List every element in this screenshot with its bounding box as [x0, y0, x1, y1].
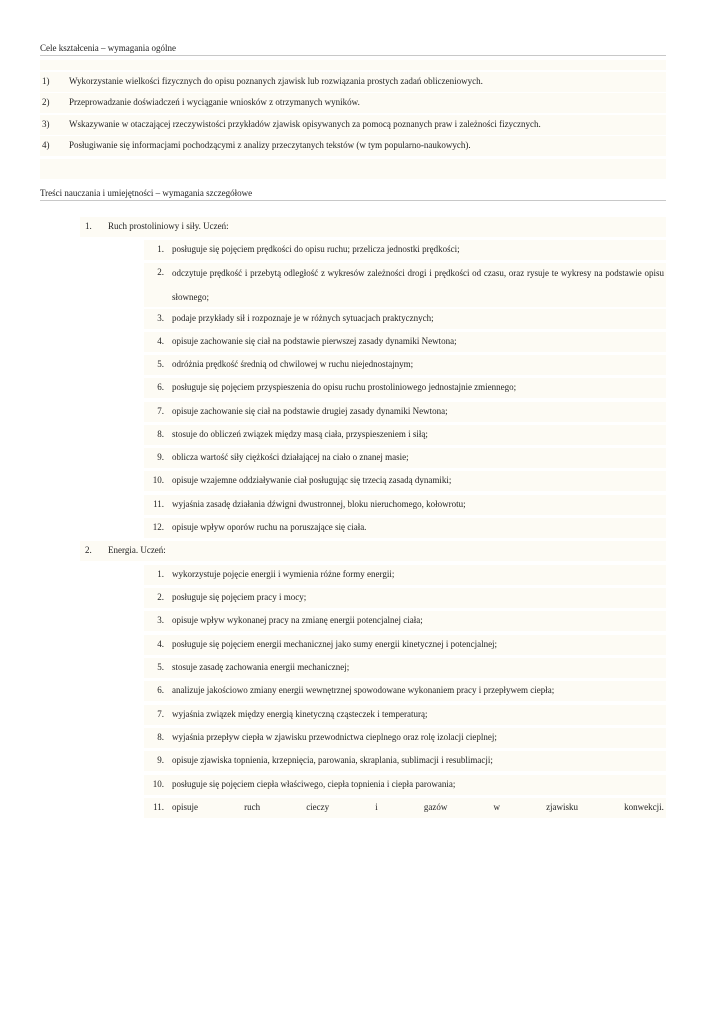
- section-title: Energia. Uczeń:: [108, 545, 166, 555]
- list-item: [144, 495, 666, 515]
- list-item: [144, 798, 666, 818]
- word: opisuje: [172, 802, 198, 812]
- list-item: [144, 635, 666, 655]
- item-text: wyjaśnia przepływ ciepła w zjawisku przewodnictwa cieplnego oraz rolę izolacji cieplnej;: [172, 732, 497, 742]
- general-item: [40, 93, 666, 113]
- section-heading: [80, 217, 666, 237]
- list-item: [144, 565, 666, 585]
- item-number: 4.: [157, 639, 164, 649]
- word: i: [375, 802, 378, 812]
- list-item: [144, 309, 666, 329]
- item-number: 4.: [157, 336, 164, 346]
- list-item: [144, 775, 666, 795]
- item-number: 1): [42, 76, 50, 86]
- item-number: 2.: [157, 267, 164, 277]
- item-text: opisuje wpływ wykonanej pracy na zmianę energii potencjalnej ciała;: [172, 615, 423, 625]
- item-number: 10.: [152, 475, 164, 485]
- item-number: 10.: [152, 779, 164, 789]
- item-text: opisuje wpływ oporów ruchu na poruszające się ciała.: [172, 522, 367, 532]
- item-number: 7.: [157, 709, 164, 719]
- item-number: 2): [42, 97, 50, 107]
- word: konwekcji.: [624, 802, 664, 812]
- list-item: [144, 332, 666, 352]
- list-item: [144, 588, 666, 608]
- list-item: [144, 751, 666, 771]
- section-number: 1.: [85, 221, 92, 231]
- item-text: posługuje się pojęciem energii mechanicznej jako sumy energii kinetycznej i potencjalnej;: [172, 639, 498, 649]
- item-text: podaje przykłady sił i rozpoznaje je w różnych sytuacjach praktycznych;: [172, 313, 434, 323]
- list-item: [144, 705, 666, 725]
- item-text: analizuje jakościowo zmiany energii wewnętrznej spowodowane wykonaniem pracy i przepływem ciepła;: [172, 685, 555, 695]
- item-text: posługuje się pojęciem ciepła właściwego, ciepła topnienia i ciepła parowania;: [172, 779, 456, 789]
- item-number: 7.: [157, 406, 164, 416]
- list-item: [144, 355, 666, 375]
- list-item: [144, 658, 666, 678]
- item-number: 6.: [157, 382, 164, 392]
- item-text: Wskazywanie w otaczającej rzeczywistości przykładów zjawisk opisywanych za pomocą poznanych praw i zależności fizycznych.: [69, 119, 541, 129]
- item-text: Przeprowadzanie doświadczeń i wyciąganie wniosków z otrzymanych wyników.: [69, 97, 360, 107]
- item-number: 8.: [157, 429, 164, 439]
- item-text: odróżnia prędkość średnią od chwilowej w ruchu niejednostajnym;: [172, 359, 414, 369]
- list-item: [144, 425, 666, 445]
- general-item: [40, 115, 666, 135]
- item-text: opisuje zachowanie się ciał na podstawie pierwszej zasady dynamiki Newtona;: [172, 336, 457, 346]
- item-text: opisuje wzajemne oddziaływanie ciał posługując się trzecią zasadą dynamiki;: [172, 475, 452, 485]
- list-item: [144, 728, 666, 748]
- item-text: wyjaśnia zasadę działania dźwigni dwustronnej, bloku nieruchomego, kołowrotu;: [172, 499, 466, 509]
- item-number: 12.: [152, 522, 164, 532]
- list-item: [144, 448, 666, 468]
- section-number: 2.: [85, 545, 92, 555]
- item-number: 1.: [157, 244, 164, 254]
- item-text: opisuje zachowanie się ciał na podstawie drugiej zasady dynamiki Newtona;: [172, 406, 448, 416]
- item-number: 3.: [157, 313, 164, 323]
- list-item: [144, 402, 666, 422]
- detailed-requirements-title: Treści nauczania i umiejętności – wymagania szczegółowe: [40, 187, 666, 201]
- item-text: [172, 802, 664, 812]
- general-item: [40, 136, 666, 156]
- general-item: [40, 72, 666, 92]
- shaded-spacer: [40, 60, 666, 70]
- item-text: posługuje się pojęciem przyspieszenia do opisu ruchu prostoliniowego jednostajnie zmiennego;: [172, 382, 517, 392]
- item-text: Posługiwanie się informacjami pochodzącymi z analizy przeczytanych tekstów (w tym popularno-naukowych).: [69, 140, 471, 150]
- list-item: [144, 471, 666, 491]
- item-text: opisuje zjawiska topnienia, krzepnięcia, parowania, skraplania, sublimacji i resublimacji;: [172, 755, 493, 765]
- list-item: [144, 681, 666, 701]
- section-title: Ruch prostoliniowy i siły. Uczeń:: [108, 221, 229, 231]
- item-text: posługuje się pojęciem prędkości do opisu ruchu; przelicza jednostki prędkości;: [172, 244, 460, 254]
- word: ruch: [244, 802, 261, 812]
- item-number: 3.: [157, 615, 164, 625]
- item-text: oblicza wartość siły ciężkości działającej na ciało o znanej masie;: [172, 452, 409, 462]
- item-number: 11.: [153, 499, 164, 509]
- item-number: 8.: [157, 732, 164, 742]
- item-text: Wykorzystanie wielkości fizycznych do opisu poznanych zjawisk lub rozwiązania prostych zadań obliczeniowych.: [69, 76, 483, 86]
- item-number: 1.: [157, 569, 164, 579]
- item-text: odczytuje prędkość i przebytą odległość z wykresów zależności drogi i prędkości od czasu, oraz rysuje te wykresy na podstawie opisu słownego;: [172, 268, 664, 302]
- item-text: stosuje zasadę zachowania energii mechanicznej;: [172, 662, 350, 672]
- list-item: [144, 263, 666, 307]
- list-item: [144, 518, 666, 538]
- list-item: [144, 378, 666, 398]
- word: w: [493, 802, 500, 812]
- list-item: [144, 240, 666, 260]
- item-number: 2.: [157, 592, 164, 602]
- item-text: wyjaśnia związek między energią kinetyczną cząsteczek i temperaturą;: [172, 709, 428, 719]
- section-heading: [80, 541, 666, 561]
- item-number: 4): [42, 140, 50, 150]
- item-number: 5.: [157, 662, 164, 672]
- word: gazów: [423, 802, 448, 812]
- item-number: 3): [42, 119, 50, 129]
- item-text: stosuje do obliczeń związek między masą ciała, przyspieszeniem i siłą;: [172, 429, 428, 439]
- list-item: [144, 611, 666, 631]
- word: cieczy: [306, 802, 330, 812]
- word: zjawisku: [546, 802, 579, 812]
- item-number: 9.: [157, 755, 164, 765]
- item-text: posługuje się pojęciem pracy i mocy;: [172, 592, 307, 602]
- item-number: 5.: [157, 359, 164, 369]
- item-text: wykorzystuje pojęcie energii i wymienia różne formy energii;: [172, 569, 395, 579]
- item-number: 9.: [157, 452, 164, 462]
- item-number: 6.: [157, 685, 164, 695]
- shaded-spacer: [40, 159, 666, 179]
- general-requirements-title: Cele kształcenia – wymagania ogólne: [40, 42, 666, 56]
- item-number: 11.: [153, 802, 164, 812]
